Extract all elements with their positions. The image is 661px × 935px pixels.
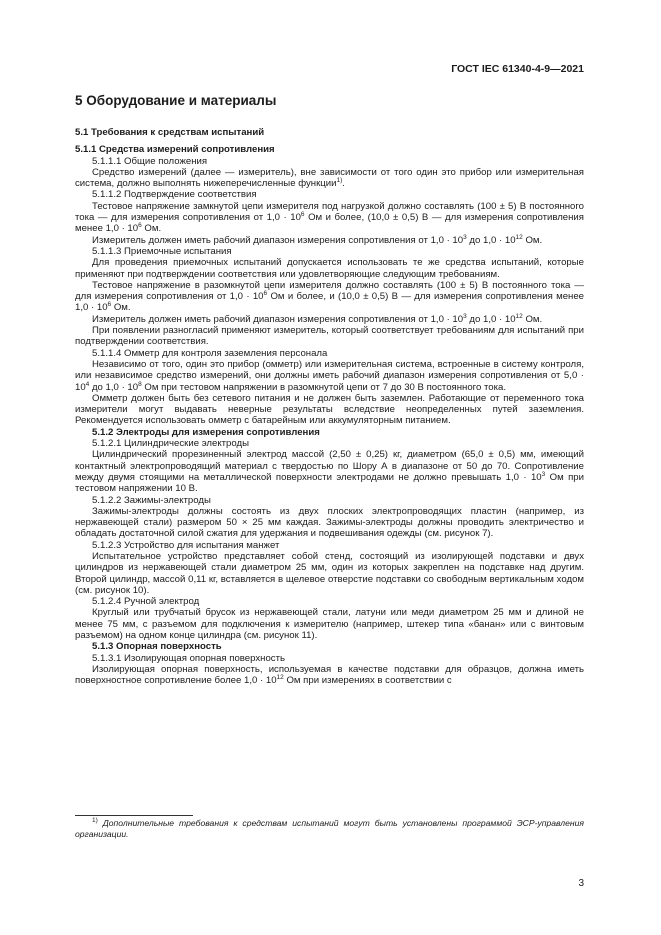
footnote: [75, 818, 584, 840]
clause-heading-5-1-3-1: 5.1.3.1 Изолирующая опорная поверхность: [92, 652, 285, 664]
paragraph: [75, 280, 584, 314]
clause-heading-5-1-1-2: 5.1.1.2 Подтверждение соответствия: [92, 189, 257, 201]
paragraph: Для проведения приемочных испытаний допускается использовать те же средства испытаний, которые применяют при подтверждении соответствия или удовлетворяющие следующим требованиям.: [75, 257, 584, 280]
text-run: Ом.: [522, 313, 543, 325]
text-run: до 1,0 · 10: [466, 313, 516, 325]
text-run: Измеритель должен иметь рабочий диапазон измерения сопротивления от 1,0 · 10: [92, 313, 464, 325]
text-run: .: [342, 178, 345, 190]
text-run: до 1,0 · 10: [466, 234, 516, 246]
text-run: Цилиндрический прорезиненный электрод массой (2,50 ± 0,25) кг, диаметром (65,0 ± 0,5) мм, имеющий контактный электропроводящий материал с твердостью по Шору А в диапазоне от 50 до 70. Сопротивление между двумя стоящими на металлической поверхности электродами не должно превышать 1,0 · 10: [75, 449, 584, 483]
footnote-separator: [75, 815, 193, 816]
clause-heading-5-1-1-3: 5.1.1.3 Приемочные испытания: [92, 245, 232, 257]
paragraph: При появлении разногласий применяют измеритель, который соответствует требованиям для испытаний при подтверждении соответствия.: [75, 325, 584, 348]
text-run: Независимо от того, один это прибор (омметр) или измерительная система, встроенные в систему контроля, или независимое средство измерений, они должны иметь рабочий диапазон измерения сопротивления от 5,0 · 10: [75, 358, 584, 393]
superscript: 12: [515, 233, 523, 241]
subsection-title-5-1-2: 5.1.2 Электроды для измерения сопротивления: [92, 426, 320, 438]
superscript: 6: [138, 222, 142, 230]
footnote-marker: 1): [92, 817, 98, 825]
text-run: до 1,0 · 10: [89, 381, 139, 393]
document-body: [75, 127, 584, 687]
footnote-text: Дополнительные требования к средствам испытаний могут быть установлены программой ЭСР-управления организации.: [75, 818, 584, 839]
clause-heading-5-1-2-2: 5.1.2.2 Зажимы-электроды: [92, 494, 211, 506]
superscript: 3: [463, 312, 467, 320]
superscript: 4: [85, 380, 90, 388]
paragraph: Омметр должен быть без сетевого питания и не должен быть заземлен. Работающие от переменного тока измерители могут выдавать неверные результаты вследствие неопределенных путей заземления. Рекомендуется использовать омметр с батарейным или аккумуляторным питанием.: [75, 392, 584, 427]
paragraph: [75, 449, 584, 494]
paragraph: [75, 359, 584, 393]
paragraph: [75, 235, 584, 246]
text-run: Ом и более, (10,0 ± 0,5) В — для измерения сопротивления менее 1,0 · 10: [75, 212, 584, 235]
paragraph: Круглый или трубчатый брусок из нержавеющей стали, латуни или меди диаметром 25 мм и длиной не менее 75 мм, с разъемом для подключения к измерителю (например, штекер типа «банан» или с винтовым разъемом) на одном конце цилиндра (см. рисунок 11).: [75, 607, 584, 642]
clause-heading-5-1-1-4: 5.1.1.4 Омметр для контроля заземления персонала: [92, 347, 328, 359]
text-run: Изолирующая опорная поверхность, используемая в качестве подставки для образцов, должна иметь поверхностное сопротивление более 1,0 · 10: [75, 663, 584, 687]
superscript: 12: [276, 674, 284, 682]
text-run: Тестовое напряжение в разомкнутой цепи измерителя должно составлять (100 ± 5) В постоянного тока — для измерения сопротивления от 1,0 · 10: [75, 279, 584, 303]
subsection-title-5-1-1: 5.1.1 Средства измерений сопротивления: [75, 144, 275, 156]
clause-heading-5-1-1-1: 5.1.1.1 Общие положения: [92, 155, 208, 167]
text-run: Ом.: [111, 302, 131, 314]
text-run: Измеритель должен иметь рабочий диапазон измерения сопротивления от 1,0 · 10: [92, 234, 464, 246]
text-run: Ом при измерениях в соответствии с: [283, 675, 452, 687]
paragraph: [75, 314, 584, 325]
superscript: 6: [107, 301, 112, 309]
paragraph: [75, 201, 584, 235]
document-header: ГОСТ IEC 61340-4-9—2021: [451, 63, 584, 75]
text-run: Ом при тестовом напряжении в разомкнутой цепи от 7 до 30 В постоянного тока.: [141, 381, 507, 393]
superscript: 3: [463, 233, 467, 241]
paragraph: [75, 167, 584, 190]
footnote-reference: 1): [336, 177, 343, 184]
page-number: 3: [578, 878, 584, 889]
section-title: 5 Оборудование и материалы: [75, 93, 277, 108]
clause-heading-5-1-2-4: 5.1.2.4 Ручной электрод: [92, 596, 200, 608]
text-run: Тестовое напряжение замкнутой цепи измерителя под нагрузкой должно составлять (100 ± 5) В постоянного тока — для измерения сопротивления от 1,0 · 10: [75, 200, 584, 224]
superscript: 6: [263, 289, 268, 297]
subsection-title-5-1: 5.1 Требования к средствам испытаний: [75, 127, 265, 138]
text-run: Ом и более, и (10,0 ± 0,5) В — для измерения сопротивления менее 1,0 · 10: [75, 291, 584, 314]
clause-heading-5-1-2-1: 5.1.2.1 Цилиндрические электроды: [92, 438, 249, 450]
paragraph: [75, 664, 584, 687]
text-run: Средство измерений (далее — измеритель), вне зависимости от того один это прибор или измерительная система, должно выполнять нижеперечисленные функции: [75, 166, 584, 190]
superscript: 3: [541, 470, 546, 478]
clause-heading-5-1-2-3: 5.1.2.3 Устройство для испытания манжет: [92, 539, 280, 551]
subsection-title-5-1-3: 5.1.3 Опорная поверхность: [92, 641, 222, 653]
text-run: Ом.: [522, 234, 543, 246]
paragraph: Испытательное устройство представляет собой стенд, состоящий из изолирующей подставки и двух цилиндров из нержавеющей стали диаметром 25 мм, один из которых закреплен на подставке над другим. Второй цилиндр, массой 0,11 кг, вставляется в щелевое отверстие подставки со свободным вертикальным ходом (см. рисунок 10).: [75, 550, 584, 596]
superscript: 12: [515, 312, 523, 320]
superscript: 8: [138, 380, 142, 388]
text-run: Ом.: [141, 223, 162, 235]
superscript: 6: [300, 210, 305, 218]
text-run: Ом при тестовом напряжении 10 В.: [75, 471, 585, 495]
paragraph: Зажимы-электроды должны состоять из двух плоских электропроводящих пластин (например, из нержавеющей стали) размером 50 × 25 мм каждая. Зажимы-электроды должны проводить электричество и обладать достаточной силой сжатия для удержания и подвешивания одежды (см. рисунок 7).: [75, 505, 584, 540]
